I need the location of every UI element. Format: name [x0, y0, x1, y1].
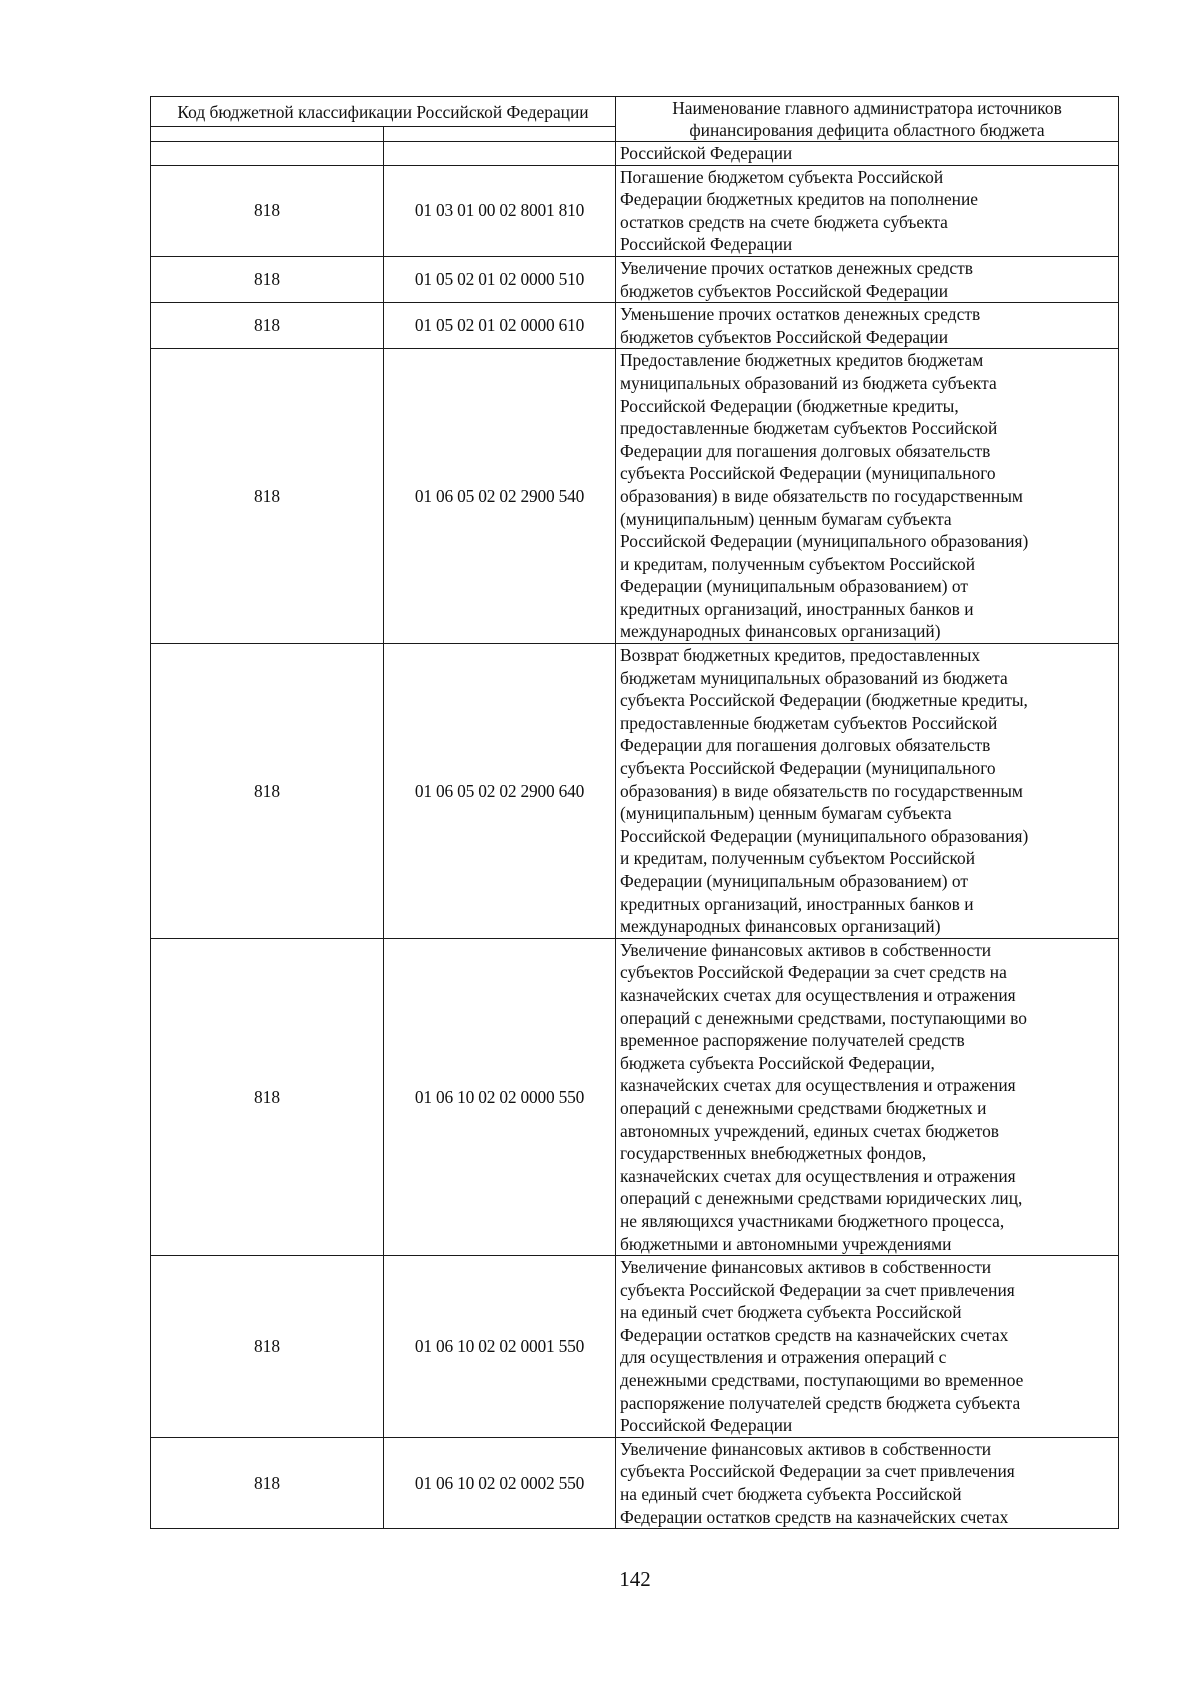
budget-classification-table	[150, 96, 1119, 1529]
header-code-group: Код бюджетной классификации Российской Федерации	[151, 97, 616, 127]
budget-code-cell: 01 03 01 00 02 8001 810	[384, 165, 616, 256]
table-body	[151, 142, 1119, 1529]
budget-code-cell: 01 06 10 02 02 0000 550	[384, 938, 616, 1255]
header-name: Наименование главного администратора источников финансирования дефицита областного бюджета	[616, 97, 1119, 142]
admin-code-cell	[151, 142, 384, 166]
table-row	[151, 256, 1119, 302]
admin-code-cell: 818	[151, 256, 384, 302]
table-row	[151, 644, 1119, 939]
admin-code-cell: 818	[151, 303, 384, 349]
admin-code-cell: 818	[151, 938, 384, 1255]
header-row	[151, 97, 1119, 127]
header-admin-cell	[151, 127, 384, 142]
admin-code-cell: 818	[151, 165, 384, 256]
admin-code-cell: 818	[151, 1437, 384, 1528]
table-row	[151, 165, 1119, 256]
budget-code-cell: 01 06 05 02 02 2900 540	[384, 349, 616, 644]
budget-code-cell: 01 05 02 01 02 0000 510	[384, 256, 616, 302]
table-row	[151, 303, 1119, 349]
table-row	[151, 1256, 1119, 1438]
name-cell: Уменьшение прочих остатков денежных средств бюджетов субъектов Российской Федерации	[616, 303, 1119, 349]
table-row	[151, 349, 1119, 644]
name-cell: Предоставление бюджетных кредитов бюджетам муниципальных образований из бюджета субъекта Российской Федерации (бюджетные кредиты, предоставленные бюджетам субъектов Российской Федерации для погашения долговых обязательств субъекта Российской Федерации (муниципального образования) в виде обязательств по государственным (муниципальным) ценным бумагам субъекта Российской Федерации (муниципального образования) и кредитам, полученным субъектом Российской Федерации (муниципальным образованием) от кредитных организаций, иностранных банков и международных финансовых организаций)	[616, 349, 1119, 644]
name-cell: Увеличение прочих остатков денежных средств бюджетов субъектов Российской Федерации	[616, 256, 1119, 302]
name-cell: Увеличение финансовых активов в собственности субъекта Российской Федерации за счет привлечения на единый счет бюджета субъекта Российской Федерации остатков средств на казначейских счетах для осуществления и отражения операций с денежными средствами, поступающими во временное распоряжение получателей средств бюджета субъекта Российской Федерации	[616, 1256, 1119, 1438]
name-cell: Возврат бюджетных кредитов, предоставленных бюджетам муниципальных образований из бюджета субъекта Российской Федерации (бюджетные кредиты, предоставленные бюджетам субъектов Российской Федерации для погашения долговых обязательств субъекта Российской Федерации (муниципального образования) в виде обязательств по государственным (муниципальным) ценным бумагам субъекта Российской Федерации (муниципального образования) и кредитам, полученным субъектом Российской Федерации (муниципальным образованием) от кредитных организаций, иностранных банков и международных финансовых организаций)	[616, 644, 1119, 939]
budget-code-cell: 01 05 02 01 02 0000 610	[384, 303, 616, 349]
name-cell: Погашение бюджетом субъекта Российской Федерации бюджетных кредитов на пополнение остатков средств на счете бюджета субъекта Российской Федерации	[616, 165, 1119, 256]
budget-code-cell: 01 06 10 02 02 0002 550	[384, 1437, 616, 1528]
budget-code-cell: 01 06 05 02 02 2900 640	[384, 644, 616, 939]
name-cell: Увеличение финансовых активов в собственности субъекта Российской Федерации за счет привлечения на единый счет бюджета субъекта Российской Федерации остатков средств на казначейских счетах	[616, 1437, 1119, 1528]
header-code-cell	[384, 127, 616, 142]
table-row	[151, 1437, 1119, 1528]
admin-code-cell: 818	[151, 349, 384, 644]
table-header	[151, 97, 1119, 142]
page-number: 142	[619, 1567, 651, 1591]
budget-code-cell	[384, 142, 616, 166]
admin-code-cell: 818	[151, 644, 384, 939]
budget-code-cell: 01 06 10 02 02 0001 550	[384, 1256, 616, 1438]
table-row-continued	[151, 142, 1119, 166]
name-cell: Увеличение финансовых активов в собственности субъектов Российской Федерации за счет средств на казначейских счетах для осуществления и отражения операций с денежными средствами, поступающими во временное распоряжение получателей средств бюджета субъекта Российской Федерации, казначейских счетах для осуществления и отражения операций с денежными средствами бюджетных и автономных учреждений, единых счетах бюджетов государственных внебюджетных фондов, казначейских счетах для осуществления и отражения операций с денежными средствами юридических лиц, не являющихся участниками бюджетного процесса, бюджетными и автономными учреждениями	[616, 938, 1119, 1255]
admin-code-cell: 818	[151, 1256, 384, 1438]
continued-name-cell: Российской Федерации	[616, 142, 1119, 166]
table-row	[151, 938, 1119, 1255]
